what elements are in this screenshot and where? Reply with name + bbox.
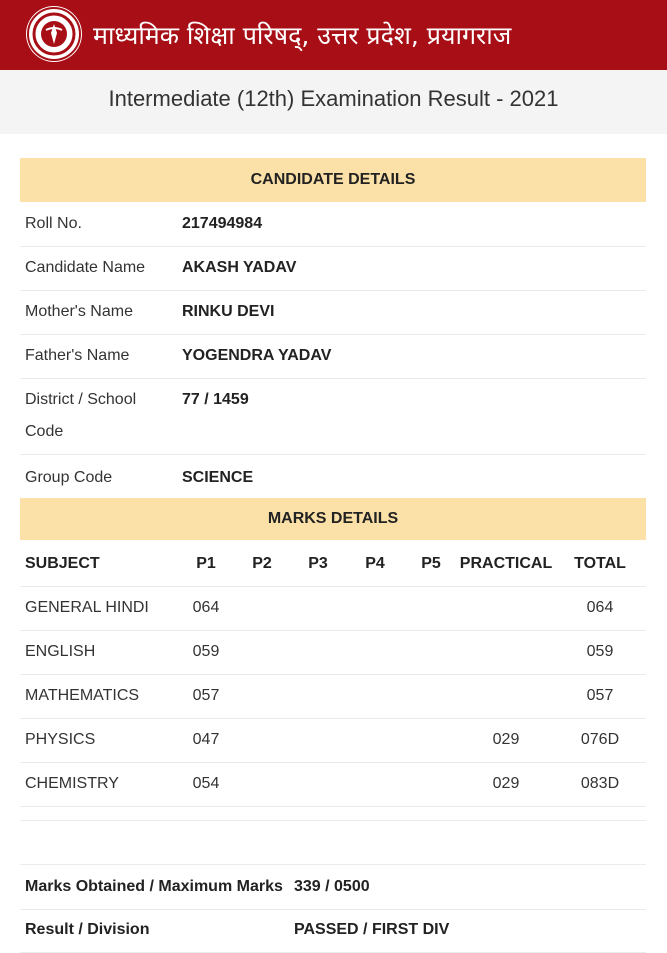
mother-name-row	[20, 290, 646, 335]
father-name-row	[20, 334, 646, 379]
col-total: TOTAL	[574, 555, 626, 572]
total-cell: 059	[586, 643, 614, 660]
practical-cell: 029	[492, 775, 520, 792]
marks-row	[20, 762, 646, 807]
result-division-value: PASSED / FIRST DIV	[294, 921, 450, 938]
father-name-label: Father's Name	[25, 347, 130, 364]
total-cell: 064	[586, 599, 614, 616]
marks-row	[20, 630, 646, 675]
candidate-name-value: AKASH YADAV	[182, 259, 297, 276]
group-code-row	[20, 454, 646, 498]
group-code-label: Group Code	[25, 469, 113, 486]
p1-cell: 064	[192, 599, 220, 616]
p1-cell: 059	[192, 643, 220, 660]
mother-name-value: RINKU DEVI	[182, 303, 275, 320]
up-board-emblem-icon	[26, 6, 82, 62]
total-cell: 057	[586, 687, 614, 704]
marks-row	[20, 674, 646, 719]
p1-cell: 057	[192, 687, 220, 704]
result-card	[16, 148, 650, 953]
header-bar	[0, 0, 667, 70]
col-p3: P3	[308, 555, 328, 572]
marks-obtained-value: 339 / 0500	[294, 878, 370, 895]
group-code-value: SCIENCE	[182, 469, 254, 486]
page-title: Intermediate (12th) Examination Result - 2021	[0, 70, 667, 134]
roll-row	[20, 202, 646, 247]
marks-obtained-row	[20, 864, 646, 910]
result-division-label: Result / Division	[25, 921, 150, 938]
candidate-name-row	[20, 246, 646, 291]
result-division-row	[20, 908, 646, 953]
col-p4: P4	[365, 555, 385, 572]
col-practical: PRACTICAL	[459, 555, 553, 572]
marks-header-row	[20, 542, 646, 587]
district-school-row	[20, 378, 646, 455]
roll-label: Roll No.	[25, 215, 82, 232]
col-p5: P5	[421, 555, 441, 572]
subject-cell: PHYSICS	[25, 731, 96, 748]
p1-cell: 047	[192, 731, 220, 748]
marks-row	[20, 586, 646, 631]
candidate-details-heading: CANDIDATE DETAILS	[20, 158, 646, 202]
practical-cell: 029	[492, 731, 520, 748]
marks-row	[20, 718, 646, 763]
col-p2: P2	[252, 555, 272, 572]
district-label-line1: District / School	[25, 391, 137, 408]
total-cell: 076D	[580, 731, 620, 748]
total-cell: 083D	[580, 775, 620, 792]
p1-cell: 054	[192, 775, 220, 792]
col-p1: P1	[196, 555, 216, 572]
table-divider	[20, 806, 646, 821]
subject-cell: MATHEMATICS	[25, 687, 140, 704]
roll-value: 217494984	[182, 215, 263, 232]
marks-obtained-label: Marks Obtained / Maximum Marks	[25, 878, 283, 895]
father-name-value: YOGENDRA YADAV	[182, 347, 332, 364]
district-school-value: 77 / 1459	[182, 391, 249, 408]
district-label-line2: Code	[25, 423, 64, 440]
col-subject: SUBJECT	[25, 555, 100, 572]
marks-details-heading: MARKS DETAILS	[20, 498, 646, 540]
subject-cell: ENGLISH	[25, 643, 96, 660]
mother-name-label: Mother's Name	[25, 303, 133, 320]
org-name: माध्यमिक शिक्षा परिषद्, उत्तर प्रदेश, प्रयागराज	[93, 21, 512, 50]
candidate-name-label: Candidate Name	[25, 259, 146, 276]
subject-cell: CHEMISTRY	[25, 775, 119, 792]
subject-cell: GENERAL HINDI	[25, 599, 149, 616]
